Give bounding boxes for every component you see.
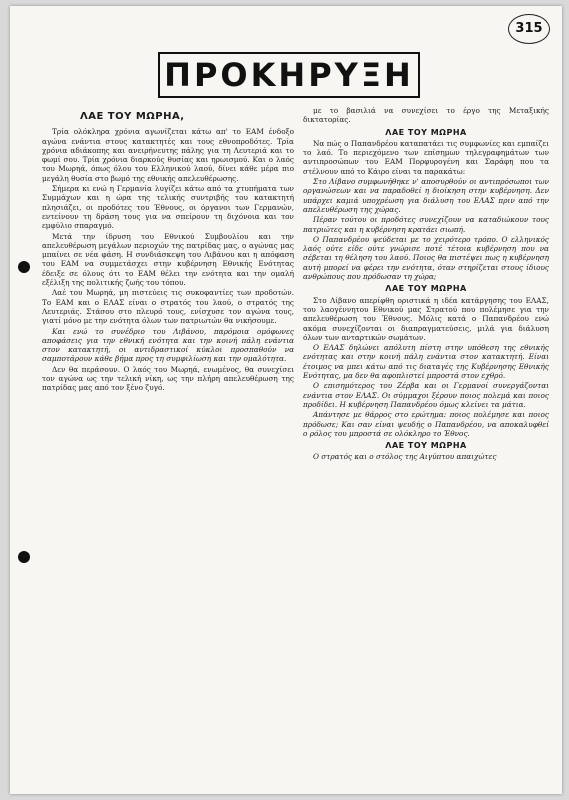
right-column xyxy=(303,106,549,780)
right-paragraph: Ο επισημότερος του Ζέρβα και οι Γερμανοί συνεργάζονται ενάντια στον ΕΛΑΣ. Οι σύμμαχοι ξέρουν ποιος πολεμά και ποιος προδίδει. Η κυβέρνηση Παπανδρέου όμως κλείνει τα μάτια. xyxy=(303,381,549,409)
right-paragraph: Στο Λίβανο συμφωνήθηκε ν' αποσυρθούν οι αντιπρόσωποι των οργανώσεων και να παραδοθεί η διοίκηση στην κυβέρνηση. Δεν υπάρχει καμιά υποχρέωση για διάλυση του ΕΛΑΣ πριν από την απελευθέρωση της χώρας. xyxy=(303,177,549,214)
left-column xyxy=(42,106,294,780)
section-heading: ΛΑΕ ΤΟΥ ΜΩΡΗΑ xyxy=(385,127,467,137)
right-paragraph: Στο Λίβανο απερίφθη οριστικά η ιδέα κατάργησης του ΕΛΑΣ, του λαογέννητου Εθνικού μας Στρατού που πολέμησε για την απελευθέρωση του Έθνους. Μόλις κατά ο Παπανδρέου ενώ ακόμα συνεχίζονται οι διαπραγματεύσεις, μιλά για διάλυση όλων των ανταρτικών σωμάτων. xyxy=(303,295,549,342)
left-paragraph: Τρία ολόκληρα χρόνια αγωνίζεται κάτω απ' το ΕΑΜ ένδοξο αγώνα ενάντια στους κατακτητές και τους εθνοπροδότες. Τρία χρόνια αδιάκοπης και ανειρήνευτης πάλης για τη Λευτεριά και το φωμί σου. Τρία χρόνια διαρκούς θυσίας και ηρωισμού. Και ο λαός του Μωρηά, όπως όλου του Ελληνικού λαού, δίνει κάθε μέρα πιο μεγάλη θυσία στο βωμό της εθνικής απελευθέρωσης. xyxy=(42,127,294,183)
right-paragraph: Πέραν τούτου οι προδότες συνεχίζουν να καταδιώκουν τους πατριώτες και η κυβέρνηση κρατάει σιωπή. xyxy=(303,215,549,234)
right-paragraph: με το βασιλιά να συνεχίσει το έργο της Μεταξικής δικτατορίας. xyxy=(303,106,549,125)
left-paragraph: Σήμερα κι ενώ η Γερμανία λυγίζει κάτω από τα χτυπήματα των Συμμάχων και η ώρα της τελικής συντριβής του κατακτητή πλησιάζει, οι προδότες του Έθνους, οι όργανοι των Γερμανών, εντείνουν τη δράση τους για να σπείρουν τη διχόνοια και τον εμφύλιο σπαραγμό. xyxy=(42,184,294,231)
left-paragraph: Δεν θα περάσουν. Ο λαός του Μωρηά, ενωμένος, θα συνεχίσει τον αγώνα ως την τελική νίκη, ως την πλήρη απελευθέρωση της πατρίδας μας από τον ξένο ζυγό. xyxy=(42,364,294,393)
right-paragraph: Ο στρατός και ο στόλος της Αιγύπτου απαιχώτες xyxy=(313,452,497,462)
left-paragraph: Λαέ του Μωρηά, μη πιστεύεις τις συκοφαντίες των προδοτών. Το ΕΑΜ και ο ΕΛΑΣ είναι ο στρατός του λαού, ο στρατός της Λευτεριάς. Στάσου στο πλευρό τους, ενίσχυσε τον αγώνα τους, γιατί μόνο με την ενότητα όλων των πατριωτών θα νικήσουμε. xyxy=(42,288,294,326)
left-paragraph: Μετά την ίδρυση του Εθνικού Συμβουλίου και την απελευθέρωση μεγάλων περιοχών της πατρίδας μας, ο αγώνας μας μπαίνει σε νέα φάση. Η συνδιάσκεψη του Λιβάνου και η απόφαση του ΕΑΜ να συμμετάσχει στην κυβέρνηση Εθνικής Ενότητας έδειξε σε όλους ότι το ΕΑΜ θέλει την ενότητα και την ομαλή εξέλιξη της πολιτικής ζωής του τόπου. xyxy=(42,231,294,288)
punch-hole xyxy=(18,551,30,563)
right-paragraph: Να πώς ο Παπανδρέου καταπατάει τις συμφωνίες και εμπαίζει το λαό. Το περιεχόμενο των επίσημων τηλεγραφημάτων των αντιπροσώπων του ΕΑΜ Πορφυρογένη και Σαράφη που τα στέλνουν από το Κάιρο είναι τα παρακάτω: xyxy=(303,138,549,176)
title-box xyxy=(158,52,420,98)
left-heading: ΛΑΕ ΤΟΥ ΜΩΡΗΑ, xyxy=(80,111,185,122)
document-title: ΠΡΟΚΗΡΥΞΗ xyxy=(164,56,414,94)
right-paragraph: Απάντησε με θάρρος στο ερώτημα: ποιος πολέμησε και ποιος πρόδωσε; Και σαν είναι ψευδής ο Παπανδρέου, να αποκαλυφθεί ο ρόλος του μπροστά σε ολόκληρο το Έθνος. xyxy=(303,410,549,438)
punch-hole xyxy=(18,261,30,273)
section-heading: ΛΑΕ ΤΟΥ ΜΩΡΗΑ xyxy=(385,284,467,294)
page-number: 315 xyxy=(508,14,550,44)
document-page xyxy=(10,6,562,794)
section-heading: ΛΑΕ ΤΟΥ ΜΩΡΗΑ xyxy=(385,441,467,451)
right-paragraph: Ο ΕΛΑΣ δηλώνει απόλυτη πίστη στην υπόθεση της εθνικής ενότητας και στην κοινή πάλη ενάντια στον κατακτητή. Είναι έτοιμος να μπει κάτω από τις διαταγές της Κυβέρνησης Εθνικής Ενότητας, μα δεν θα αφοπλιστεί μπροστά στον εχθρό. xyxy=(303,343,549,381)
right-paragraph: Ο Παπανδρέου ψεύδεται με το χειρότερο τρόπο. Ο ελληνικός λαός ούτε είδε ούτε γνώρισε ποτέ τέτοια κυβέρνηση που να σέβεται τη θέληση του λαού. Ποιος θα πιστέψει πως η κυβέρνηση αυτή μπορεί να φέρει την ενότητα, όταν στηρίζεται στους ίδιους ανθρώπους που πρόδωσαν τη χώρα; xyxy=(303,234,549,282)
left-paragraph: Και ενώ το συνέδριο του Λιβάνου, παρόμοια ομόφωνες αποφάσεις για την εθνική ενότητα και την κοινή πάλη ενάντια στον κατακτητή, οι αντιδραστικοί κύκλοι προσπαθούν να σαμποτάρουν κάθε βήμα προς τη συμφιλίωση και την ομαλότητα. xyxy=(42,326,294,364)
